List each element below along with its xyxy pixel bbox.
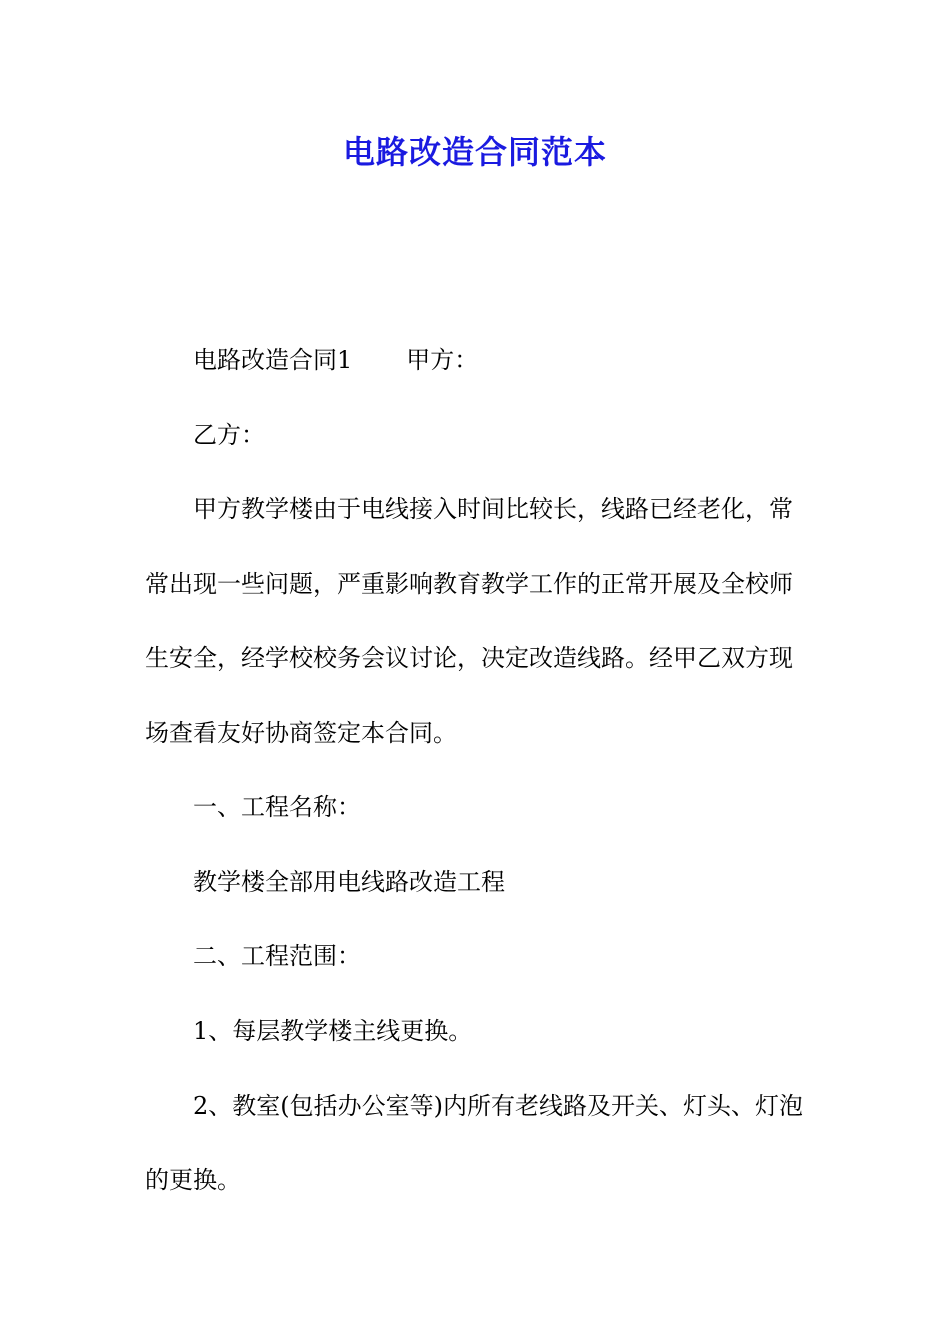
section2-item-2-line-1: 2、教室(包括办公室等)内所有老线路及开关、灯头、灯泡 [193,1092,803,1120]
section1-body: 教学楼全部用电线路改造工程 [193,868,505,896]
contract-heading: 电路改造合同1 [193,346,353,374]
intro-line-1: 甲方教学楼由于电线接入时间比较长，线路已经老化，常 [193,495,793,523]
party-b-label: 乙方： [193,421,265,449]
intro-line-2: 常出现一些问题，严重影响教育教学工作的正常开展及全校师 [145,570,793,598]
document-title: 电路改造合同范本 [342,133,607,171]
intro-line-4: 场查看友好协商签定本合同。 [145,719,457,747]
contract-heading-line [193,342,478,378]
section2-heading: 二、工程范围： [193,942,361,970]
section2-item-2-line-2: 的更换。 [145,1166,241,1194]
section2-item-1: 1、每层教学楼主线更换。 [193,1017,473,1045]
section1-heading: 一、工程名称： [193,793,361,821]
intro-line-3: 生安全，经学校校务会议讨论，决定改造线路。经甲乙双方现 [145,644,793,672]
party-a-label: 甲方： [406,346,479,374]
